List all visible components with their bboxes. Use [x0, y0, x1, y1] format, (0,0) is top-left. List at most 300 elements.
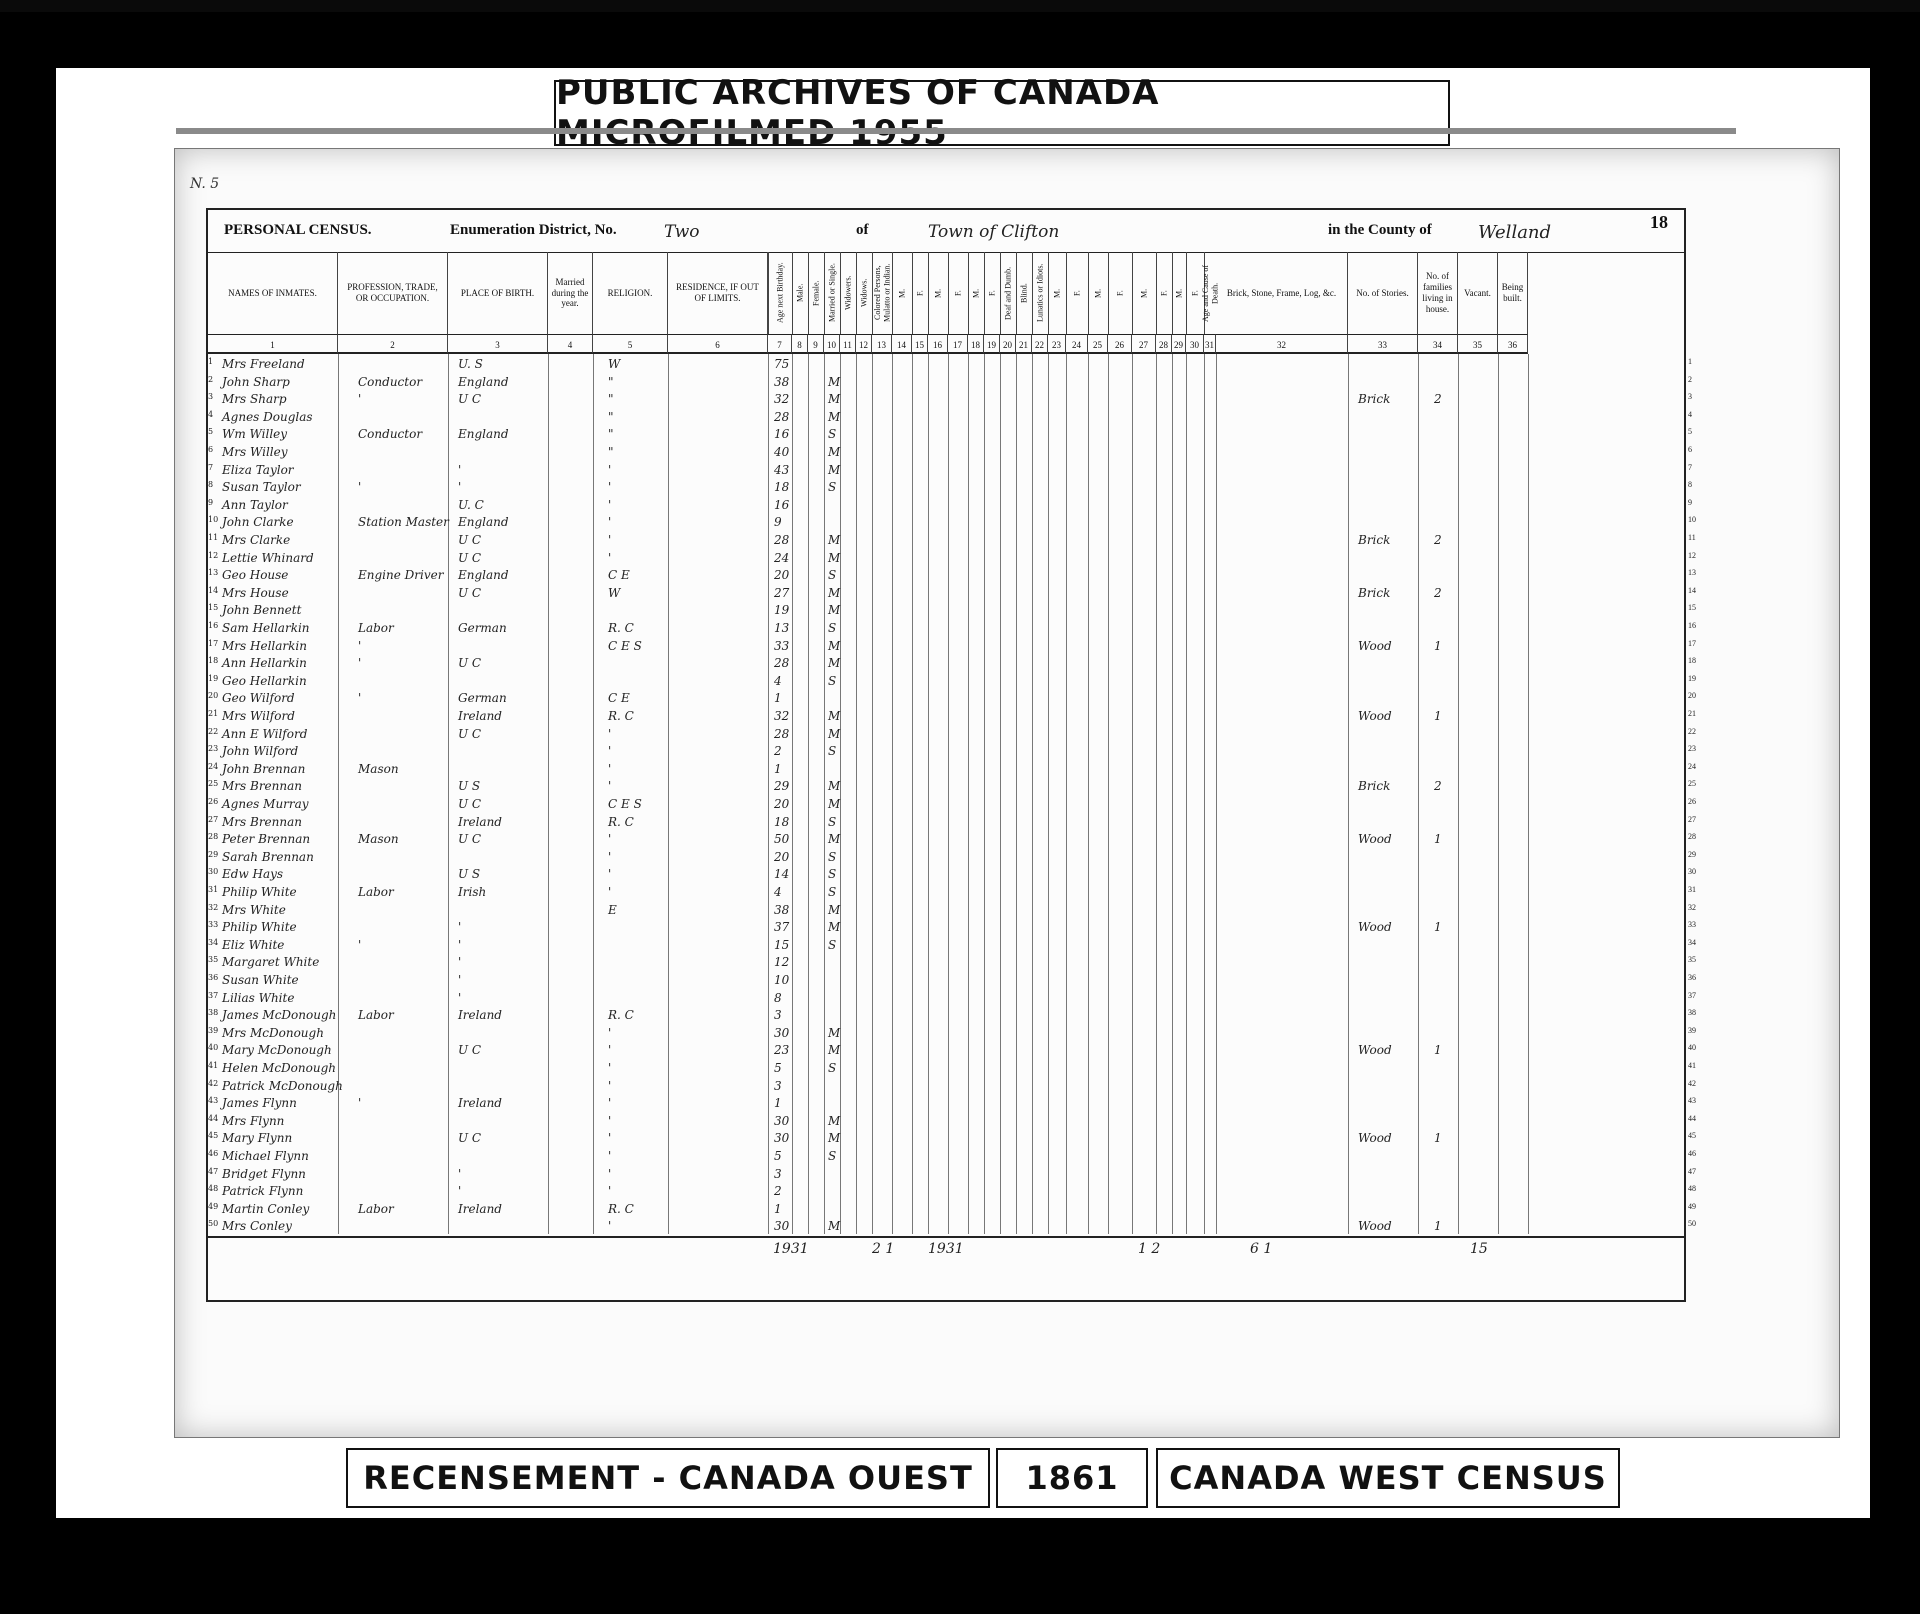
column-number-13: 13	[872, 334, 892, 354]
age: 13	[774, 621, 790, 635]
inmate-name: Peter Brennan	[222, 832, 311, 847]
table-row	[208, 1130, 1696, 1148]
inmate-name: Mrs Hellarkin	[222, 638, 307, 653]
marital-status: M	[828, 656, 841, 671]
margin-row-number: 22	[1688, 726, 1696, 736]
inmate-name: Geo Hellarkin	[222, 673, 307, 688]
age: 28	[774, 726, 790, 741]
corner-mark: N. 5	[190, 176, 220, 192]
table-row	[208, 462, 1692, 480]
marital-status: S	[828, 568, 837, 583]
inmate-name: Sam Hellarkin	[222, 621, 310, 635]
column-number-29: 29	[1172, 334, 1186, 354]
margin-row-number: 26	[1688, 797, 1696, 806]
inmate-name: James McDonough	[222, 1008, 337, 1023]
inmate-name: Mrs McDonough	[222, 1025, 324, 1040]
column-number-6: 6	[668, 334, 768, 354]
religion: C E	[608, 568, 630, 583]
column-header-9: Female.	[808, 252, 824, 334]
religion: '	[608, 849, 612, 864]
marital-status: S	[828, 885, 837, 899]
marital-status: S	[828, 480, 837, 495]
table-row	[208, 1042, 1696, 1060]
religion: W	[608, 585, 621, 600]
marital-status: S	[828, 621, 837, 635]
column-header-19: F.	[984, 252, 1000, 334]
inmate-name: Ann Taylor	[222, 497, 288, 512]
religion: '	[608, 550, 612, 565]
marital-status: M	[828, 374, 841, 389]
column-number-33: 33	[1348, 334, 1418, 354]
marital-status: M	[828, 779, 841, 794]
table-row	[208, 1218, 1696, 1236]
house-stories: 2	[1434, 585, 1442, 600]
inmate-name: Mrs Clarke	[222, 533, 291, 547]
row-number: 47	[208, 1166, 219, 1176]
margin-row-number: 34	[1688, 937, 1696, 947]
place-of-birth: U C	[458, 585, 482, 600]
inmate-name: Philip White	[222, 885, 297, 899]
religion: '	[608, 761, 612, 776]
column-header-35: Vacant.	[1458, 252, 1498, 334]
place-of-birth: U S	[458, 779, 481, 794]
age: 1	[774, 691, 782, 706]
inmate-name: Mrs Brennan	[222, 779, 302, 794]
column-number-2: 2	[338, 334, 448, 354]
religion: '	[608, 515, 612, 530]
row-number: 4	[208, 409, 214, 419]
column-header-33: No. of Stories.	[1348, 252, 1418, 334]
margin-row-number: 48	[1688, 1184, 1696, 1194]
row-number: 7	[208, 462, 214, 472]
column-number-9: 9	[808, 334, 824, 354]
table-row	[208, 374, 1692, 392]
column-number-17: 17	[948, 334, 968, 354]
place-of-birth: U S	[458, 867, 481, 882]
column-number-28: 28	[1156, 334, 1172, 354]
column-number-25: 25	[1088, 334, 1108, 354]
house-stories: 1	[1434, 638, 1442, 653]
margin-row-number: 35	[1688, 955, 1696, 965]
age: 32	[774, 392, 790, 407]
row-number: 48	[208, 1184, 219, 1194]
religion: '	[608, 832, 612, 847]
marital-status: S	[828, 1149, 837, 1163]
age: 4	[774, 885, 782, 899]
inmate-name: Wm Willey	[222, 427, 288, 442]
place-of-birth: U. C	[458, 497, 484, 512]
house-material: Wood	[1358, 1219, 1392, 1234]
occupation: Engine Driver	[358, 568, 444, 583]
table-row	[208, 1095, 1696, 1113]
row-number: 27	[208, 814, 219, 824]
column-number-5: 5	[593, 334, 668, 354]
age: 28	[774, 656, 790, 671]
religion: R. C	[608, 814, 634, 829]
table-row	[208, 990, 1696, 1008]
row-number: 6	[208, 445, 214, 454]
table-row	[208, 761, 1696, 779]
marital-status: M	[828, 832, 841, 847]
margin-row-number: 7	[1688, 462, 1692, 472]
inmate-name: Mary McDonough	[222, 1043, 332, 1058]
house-material: Brick	[1358, 779, 1391, 794]
row-number: 46	[208, 1149, 219, 1158]
age: 33	[774, 638, 790, 653]
margin-row-number: 11	[1688, 533, 1696, 542]
census-title: CANADA WEST CENSUS	[1156, 1448, 1620, 1508]
table-row	[208, 1078, 1696, 1096]
inmate-name: Mary Flynn	[222, 1131, 293, 1146]
table-row	[208, 1148, 1696, 1166]
religion: '	[608, 1043, 612, 1058]
column-number-7: 7	[768, 334, 792, 354]
inmate-name: Sarah Brennan	[222, 849, 314, 864]
inmate-name: John Bennett	[222, 603, 302, 618]
place-of-birth: '	[458, 480, 462, 495]
inmate-name: Mrs House	[222, 585, 289, 600]
table-row	[208, 814, 1696, 832]
column-number-27: 27	[1132, 334, 1156, 354]
margin-row-number: 42	[1688, 1078, 1696, 1088]
table-row	[208, 743, 1696, 761]
house-material: Wood	[1358, 1131, 1392, 1146]
margin-row-number: 39	[1688, 1025, 1696, 1035]
column-header-23: M.	[1048, 252, 1066, 334]
row-number: 14	[208, 585, 219, 595]
place-of-birth: '	[458, 937, 462, 952]
religion: W	[608, 357, 621, 371]
occupation: Conductor	[358, 427, 423, 442]
margin-row-number: 13	[1688, 568, 1696, 578]
house-material: Wood	[1358, 1043, 1392, 1058]
occupation: '	[358, 480, 362, 495]
column-number-32: 32	[1216, 334, 1348, 354]
form-title: PERSONAL CENSUS.	[224, 222, 372, 238]
inmate-name: Martin Conley	[222, 1201, 310, 1216]
column-number-19: 19	[984, 334, 1000, 354]
marital-status: M	[828, 445, 841, 459]
house-stories: 2	[1434, 392, 1442, 407]
inmate-name: Bridget Flynn	[222, 1166, 306, 1181]
row-number: 13	[208, 568, 219, 578]
place-of-birth: U C	[458, 656, 482, 671]
column-number-30: 30	[1186, 334, 1204, 354]
column-number-23: 23	[1048, 334, 1066, 354]
table-row	[208, 356, 1692, 374]
occupation: Mason	[358, 832, 399, 847]
marital-status: M	[828, 1219, 841, 1234]
inmate-name: Susan White	[222, 973, 299, 987]
column-header-5: RELIGION.	[593, 252, 668, 334]
marital-status: M	[828, 709, 841, 723]
place-of-birth: Ireland	[458, 1201, 502, 1216]
margin-row-number: 38	[1688, 1008, 1696, 1018]
religion: '	[608, 1025, 612, 1040]
marital-status: M	[828, 920, 841, 935]
column-number-3: 3	[448, 334, 548, 354]
house-stories: 1	[1434, 920, 1442, 935]
inmate-name: Susan Taylor	[222, 480, 301, 495]
column-header-14: M.	[892, 252, 912, 334]
house-stories: 2	[1434, 533, 1442, 547]
inmate-name: Mrs Wilford	[222, 709, 295, 723]
marital-status: M	[828, 1131, 841, 1146]
place-of-birth: '	[458, 973, 462, 987]
place-of-birth: England	[458, 374, 509, 389]
table-row	[208, 1183, 1696, 1201]
table-row	[208, 796, 1696, 814]
religion: '	[608, 1149, 612, 1163]
column-header-22: Lunatics or Idiots.	[1032, 252, 1048, 334]
column-header-7: Age next Birthday.	[768, 252, 792, 334]
column-header-18: M.	[968, 252, 984, 334]
inmate-name: Mrs Flynn	[222, 1113, 285, 1128]
row-number: 17	[208, 638, 219, 648]
table-row	[208, 391, 1692, 409]
age: 16	[774, 427, 790, 442]
row-number: 50	[208, 1219, 219, 1229]
place-of-birth: '	[458, 990, 462, 1005]
table-row	[208, 1166, 1696, 1184]
age: 3	[774, 1078, 782, 1093]
place-of-birth: U C	[458, 392, 482, 407]
table-row	[208, 638, 1696, 656]
row-number: 37	[208, 990, 219, 1000]
marital-status: M	[828, 550, 841, 565]
age: 30	[774, 1131, 790, 1146]
age: 8	[774, 990, 782, 1005]
table-row	[208, 620, 1696, 638]
total-sex: 2 1	[872, 1241, 895, 1257]
table-row	[208, 954, 1696, 972]
occupation: '	[358, 1096, 362, 1111]
religion: R. C	[608, 1008, 634, 1023]
inmate-name: John Sharp	[222, 374, 290, 389]
house-material: Wood	[1358, 832, 1392, 847]
religion: '	[608, 1166, 612, 1181]
marital-status: M	[828, 462, 841, 477]
table-row	[208, 1007, 1696, 1025]
inmate-name: Mrs Willey	[222, 445, 288, 459]
margin-row-number: 8	[1688, 480, 1692, 490]
row-number: 18	[208, 656, 219, 666]
place-of-birth: Ireland	[458, 1096, 502, 1111]
place-of-birth: U. S	[458, 357, 483, 371]
table-row	[208, 514, 1696, 532]
religion: C E S	[608, 638, 642, 653]
occupation: Labor	[358, 621, 394, 635]
row-number: 33	[208, 920, 219, 930]
column-header-1: NAMES OF INMATES.	[208, 252, 338, 334]
religion: R. C	[608, 1201, 634, 1216]
inmate-name: Helen McDonough	[222, 1061, 336, 1075]
occupation: Mason	[358, 761, 399, 776]
religion: "	[608, 445, 614, 459]
row-number: 28	[208, 832, 219, 842]
religion: R. C	[608, 709, 634, 723]
marital-status: M	[828, 638, 841, 653]
column-number-24: 24	[1066, 334, 1088, 354]
marital-status: S	[828, 744, 837, 759]
page-number: 18	[1650, 212, 1668, 232]
microfilm-frame	[56, 68, 1870, 1518]
marital-status: S	[828, 867, 837, 882]
age: 9	[774, 515, 782, 530]
table-row	[208, 708, 1696, 726]
place-of-birth: Ireland	[458, 814, 502, 829]
age: 20	[774, 797, 790, 811]
religion: "	[608, 409, 614, 424]
table-row	[208, 690, 1696, 708]
column-header-3: PLACE OF BIRTH.	[448, 252, 548, 334]
column-header-15: F.	[912, 252, 928, 334]
marital-status: M	[828, 726, 841, 741]
inmate-name: John Brennan	[222, 761, 306, 776]
marital-status: M	[828, 1043, 841, 1058]
county-value: Welland	[1478, 222, 1552, 243]
marital-status: S	[828, 427, 837, 442]
row-number: 9	[208, 497, 214, 507]
religion: '	[608, 1113, 612, 1128]
inmate-name: Lilias White	[222, 990, 295, 1005]
column-number-22: 22	[1032, 334, 1048, 354]
row-number: 44	[208, 1113, 219, 1123]
inmate-name: Eliz White	[222, 937, 285, 952]
column-header-29: M.	[1172, 252, 1186, 334]
inmate-name: Mrs Brennan	[222, 814, 302, 829]
place-of-birth: U C	[458, 797, 482, 811]
table-row	[208, 884, 1696, 902]
age: 23	[774, 1043, 790, 1058]
religion: '	[608, 885, 612, 899]
inmate-name: Mrs Freeland	[222, 357, 305, 371]
marital-status: S	[828, 1061, 837, 1075]
of-label: of	[856, 222, 869, 238]
column-number-8: 8	[792, 334, 808, 354]
age: 14	[774, 867, 790, 882]
margin-row-number: 21	[1688, 709, 1696, 718]
place-of-birth: England	[458, 427, 509, 442]
occupation: Labor	[358, 1008, 394, 1023]
column-number-15: 15	[912, 334, 928, 354]
row-number: 49	[208, 1201, 219, 1211]
age: 50	[774, 832, 790, 847]
age: 18	[774, 814, 790, 829]
row-number: 45	[208, 1131, 219, 1141]
religion: C E S	[608, 797, 642, 811]
total-age: 1931	[773, 1241, 809, 1257]
house-stories: 1	[1434, 1043, 1442, 1058]
table-row	[208, 550, 1696, 568]
margin-row-number: 20	[1688, 691, 1696, 701]
religion: "	[608, 427, 614, 442]
age: 30	[774, 1113, 790, 1128]
place-of-birth: '	[458, 1184, 462, 1199]
age: 32	[774, 709, 790, 723]
inmate-name: Patrick Flynn	[222, 1184, 304, 1199]
religion: "	[608, 374, 614, 389]
column-header-11: Widowers.	[840, 252, 856, 334]
margin-row-number: 25	[1688, 779, 1696, 789]
table-row	[208, 1025, 1696, 1043]
place-of-birth: Irish	[458, 885, 487, 899]
row-number: 20	[208, 691, 219, 701]
age: 38	[774, 374, 790, 389]
religion: '	[608, 1184, 612, 1199]
margin-row-number: 2	[1688, 374, 1692, 384]
inmate-name: Geo Wilford	[222, 691, 295, 706]
marital-status: M	[828, 902, 841, 917]
row-number: 8	[208, 480, 214, 490]
totals-row	[208, 1236, 1684, 1262]
column-header-16: M.	[928, 252, 948, 334]
table-row	[208, 479, 1692, 497]
margin-row-number: 43	[1688, 1096, 1696, 1106]
table-row	[208, 919, 1696, 937]
row-number: 10	[208, 515, 219, 525]
table-row	[208, 1201, 1696, 1219]
form-header	[208, 210, 1684, 253]
column-number-18: 18	[968, 334, 984, 354]
inmate-name: Margaret White	[222, 955, 320, 970]
column-header-28: F.	[1156, 252, 1172, 334]
religion: '	[608, 779, 612, 794]
column-number-11: 11	[840, 334, 856, 354]
marital-status: M	[828, 585, 841, 600]
place-of-birth: U C	[458, 533, 482, 547]
row-number: 19	[208, 673, 219, 683]
religion: '	[608, 726, 612, 741]
column-header-27: M.	[1132, 252, 1156, 334]
marital-status: M	[828, 533, 841, 547]
age: 3	[774, 1008, 782, 1023]
place-of-birth: U C	[458, 550, 482, 565]
margin-row-number: 5	[1688, 427, 1692, 437]
margin-row-number: 19	[1688, 673, 1696, 683]
row-number: 24	[208, 761, 219, 771]
margin-row-number: 18	[1688, 656, 1696, 666]
inmate-name: Michael Flynn	[222, 1149, 309, 1163]
margin-row-number: 50	[1688, 1219, 1696, 1229]
column-number-35: 35	[1458, 334, 1498, 354]
total-colored: 1931	[928, 1241, 964, 1257]
margin-row-number: 47	[1688, 1166, 1696, 1176]
column-number-36: 36	[1498, 334, 1528, 354]
age: 30	[774, 1219, 790, 1234]
column-header-34: No. of families living in house.	[1418, 252, 1458, 334]
column-header-4: Married during the year.	[548, 252, 593, 334]
religion: '	[608, 1061, 612, 1075]
table-row	[208, 497, 1692, 515]
column-number-26: 26	[1108, 334, 1132, 354]
occupation: Conductor	[358, 374, 423, 389]
row-number: 41	[208, 1061, 219, 1070]
place-of-birth: German	[458, 691, 507, 706]
religion: '	[608, 867, 612, 882]
row-number: 35	[208, 955, 219, 965]
house-stories: 1	[1434, 1131, 1442, 1146]
table-row	[208, 831, 1696, 849]
margin-row-number: 33	[1688, 920, 1696, 930]
margin-row-number: 1	[1688, 357, 1692, 366]
row-number: 40	[208, 1043, 219, 1053]
column-number-31: 31	[1204, 334, 1216, 354]
age: 28	[774, 533, 790, 547]
table-row	[208, 902, 1696, 920]
inmate-name: Ann Hellarkin	[222, 656, 307, 671]
occupation: Labor	[358, 1201, 394, 1216]
